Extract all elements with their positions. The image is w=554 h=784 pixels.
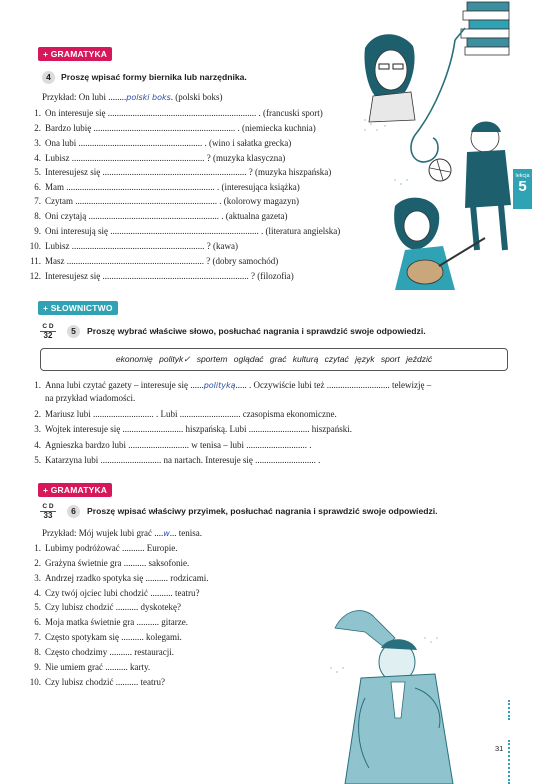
item-text-cont[interactable]: ..... . Oczywiście lubi też ............................ telewizję – [235,380,432,390]
list-item [27,196,299,207]
item-number: 4. [34,588,41,598]
item-number: 3. [34,424,41,434]
list-item [27,602,181,613]
list-item [27,271,294,282]
example-suffix: . (polski boks) [170,92,223,102]
item-answer: polityką [203,381,236,390]
item-number: 1. [34,380,41,390]
item-number: 11. [30,256,41,266]
list-item [27,677,165,688]
section-tag-gramatyka: + GRAMATYKA [38,47,112,61]
list-item [27,455,320,466]
example-line [42,92,223,103]
item-text[interactable]: Bardzo lubię ............................................................... . (niemiecka kuchnia) [45,123,316,133]
item-number: 5. [34,455,41,465]
list-item [27,167,331,178]
list-item [27,617,188,628]
lesson-label: lekcja [515,173,530,179]
item-text[interactable]: Moja matka świetnie gra .......... gitarze. [45,617,188,627]
item-text[interactable]: Czy twój ojciec lubi chodzić .......... teatru? [45,588,200,598]
exercise-number: 4 [42,71,55,84]
item-text[interactable]: Katarzyna lubi ........................... na nartach. Interesuje się ........................... . [45,455,321,465]
list-item [27,138,291,149]
item-text[interactable]: Oni czytają .......................................................... . (aktualna gazeta) [45,211,288,221]
list-item [27,647,174,658]
saxophone [411,28,465,162]
item-text[interactable]: Oni interesują się .................................................................. . (literatura angielska) [45,226,341,236]
example-line [42,528,202,539]
example-suffix: ... tenisa. [169,528,203,538]
exercise-number: 6 [67,505,80,518]
item-text[interactable]: Lubisz ........................................................... ? (muzyka klasyczna) [45,153,286,163]
item-text[interactable]: Interesujesz się ................................................................. ? (filozofia) [45,271,294,281]
word-bank [40,348,508,371]
item-text[interactable]: Lubisz ........................................................... ? (kawa) [45,241,238,251]
cd-label: C D [40,323,56,332]
lesson-number: 5 [518,178,527,195]
page-number: 31 [495,744,504,753]
item-number: 9. [34,226,41,236]
list-item [27,226,340,237]
woman-reading [364,34,415,122]
item-number: 6. [34,182,41,192]
list-item [27,153,285,164]
item-text[interactable]: Nie umiem grać .......... karty. [45,662,151,672]
item-text[interactable]: Andrzej rzadko spotyka się .......... rodzicami. [45,573,209,583]
word-bank-words: ekonomię polityk✓ sportem oglądać grać kulturą czytać język sport jeździć [115,354,433,364]
illustration-man [325,598,470,784]
item-text[interactable]: Mariusz lubi ........................... . Lubi ........................... czasopisma ekonomiczne. [45,409,337,419]
list-item [27,424,352,435]
cd-track-badge [40,323,56,340]
exercise-instruction: Proszę wpisać właściwy przyimek, posłuchać nagrania i sprawdzić swoje odpowiedzi. [87,506,438,516]
item-number: 5. [34,602,41,612]
item-text[interactable]: Często spotykam się .......... kolegami. [45,632,182,642]
item-text[interactable]: Masz ............................................................. ? (dobry samochód) [45,256,279,266]
list-item [27,380,431,391]
list-item [27,409,337,420]
list-item [27,123,316,134]
cd-label: C D [40,503,56,512]
list-item [27,588,199,599]
books-stack [461,2,509,55]
list-item [27,662,150,673]
item-text[interactable]: Czy lubisz chodzić .......... dyskotekę? [45,602,181,612]
example-prefix: Przykład: Mój wujek lubi grać .... [42,528,164,538]
list-item [27,182,300,193]
item-text[interactable]: Często chodzimy .......... restauracji. [45,647,174,657]
item-text[interactable]: Interesujesz się ................................................................ ? (muzyka hiszpańska) [45,167,332,177]
item-number: 8. [34,211,41,221]
list-item [27,241,238,252]
item-number: 1. [34,543,41,553]
lesson-tab [513,169,532,209]
section-tag-gramatyka: + GRAMATYKA [38,483,112,497]
list-item [27,256,278,267]
item-number: 2. [34,409,41,419]
item-number: 4. [34,153,41,163]
item-text[interactable]: Czytam ............................................................... . (kolorowy magazyn) [45,196,299,206]
item-number: 8. [34,647,41,657]
list-item [27,393,135,404]
list-item [27,211,287,222]
exercise-number: 5 [67,325,80,338]
list-item [27,440,311,451]
item-number: 10. [29,677,41,687]
item-text[interactable]: Wojtek interesuje się ........................... hiszpańską. Lubi ........................... hiszpański. [45,424,352,434]
cd-track-number: 32 [43,331,53,340]
item-text[interactable]: Czy lubisz chodzić .......... teatru? [45,677,165,687]
item-number: 12. [29,271,41,281]
exercise-instruction: Proszę wpisać formy biernika lub narzędnika. [61,72,247,82]
item-number: 2. [34,558,41,568]
section-tag-slownictwo: + SŁOWNICTWO [38,301,118,315]
item-text: na przykład wiadomości. [45,393,136,403]
illustration-collage [355,0,515,290]
item-text[interactable]: Lubimy podróżować .......... Europie. [45,543,178,553]
sidebar-dots-bottom [508,740,512,784]
sidebar-dots-top [508,700,512,720]
item-number: 5. [34,167,41,177]
item-number: 1. [34,108,41,118]
cd-track-badge [40,503,56,520]
item-number: 2. [34,123,41,133]
cd-track-number: 33 [43,511,53,520]
example-answer: w [163,529,170,538]
item-text[interactable]: Agnieszka bardzo lubi ........................... w tenisa – lubi ........................... . [45,440,312,450]
item-text[interactable]: Grażyna świetnie gra .......... saksofonie. [45,558,190,568]
list-item [27,108,323,119]
item-text[interactable]: Anna lubi czytać gazety – interesuje się ...... [45,380,204,390]
item-text[interactable]: On interesuje się .................................................................. . (francuski sport) [45,108,323,118]
list-item [27,558,189,569]
item-number: 10. [29,241,41,251]
example-prefix: Przykład: On lubi ........ [42,92,127,102]
item-number: 4. [34,440,41,450]
item-number: 9. [34,662,41,672]
item-number: 7. [34,196,41,206]
item-text[interactable]: Ona lubi ....................................................... . (wino i sałatka grecka) [45,138,292,148]
item-number: 3. [34,138,41,148]
example-answer: polski boks [126,93,171,102]
item-number: 7. [34,632,41,642]
item-text[interactable]: Mam .................................................................. . (interesująca książka) [45,182,300,192]
list-item [27,573,208,584]
list-item [27,632,182,643]
boy-with-ball [429,122,511,251]
item-number: 6. [34,617,41,627]
item-number: 3. [34,573,41,583]
list-item [27,543,177,554]
exercise-instruction: Proszę wybrać właściwe słowo, posłuchać nagrania i sprawdzić swoje odpowiedzi. [87,326,426,336]
